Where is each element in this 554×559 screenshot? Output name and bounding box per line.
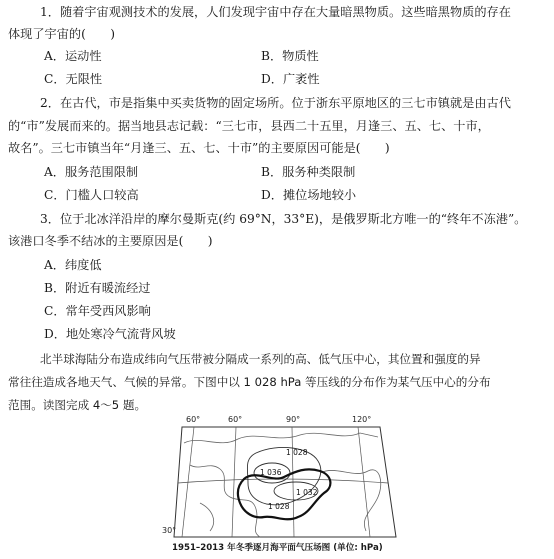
intro-line2: 常往往造成各地天气、气候的异常。下图中以 1 028 hPa 等压线的分布作为某气压中心的分布 (8, 375, 491, 389)
q3-stem-line2: 该港口冬季不结冰的主要原因是( ) (8, 234, 213, 248)
figure-caption: 1951–2013 年冬季逐月海平面气压场图 (单位: hPa) (172, 543, 383, 553)
coastline (184, 433, 381, 537)
lon-label-1: 60° (186, 415, 201, 424)
q2-option-c: C．门槛人口较高 (44, 188, 139, 202)
lat-label: 30° (162, 526, 177, 535)
q1-option-a: A．运动性 (44, 49, 102, 63)
isobar-label-1028-north: 1 028 (286, 448, 308, 457)
lon-label-2: 60° (228, 415, 243, 424)
q3-stem-line1: 3．位于北冰洋沿岸的摩尔曼斯克(约 69°N，33°E)，是俄罗斯北方唯一的“终年不冻港”。 (40, 212, 527, 226)
map-frame (174, 427, 396, 537)
q2-stem-line3: 故名”。三七市镇当年“月逢三、五、七、十市”的主要原因可能是( ) (8, 141, 390, 155)
q1-stem-line2: 体现了宇宙的( ) (8, 27, 116, 41)
isobar-label-1032: 1 032 (296, 488, 318, 497)
isobar-label-1036: 1 036 (260, 468, 282, 477)
q3-option-a: A．纬度低 (44, 258, 102, 272)
q3-option-d: D．地处寒冷气流背风坡 (44, 327, 176, 341)
lon-label-4: 120° (352, 415, 372, 424)
q1-stem-line1: 1．随着宇宙观测技术的发展，人们发现宇宙中存在大量暗黑物质。这些暗黑物质的存在 (40, 5, 511, 19)
graticule (178, 427, 388, 537)
q2-stem-line1: 2．在古代，市是指集中买卖货物的固定场所。位于浙东平原地区的三七市镇就是由古代 (40, 96, 511, 110)
q1-option-b: B．物质性 (261, 49, 319, 63)
q1-option-d: D．广袤性 (261, 72, 320, 86)
intro-line3: 范围。读图完成 4～5 题。 (8, 398, 147, 412)
q2-option-a: A．服务范围限制 (44, 165, 139, 179)
q2-option-d: D．摊位场地较小 (261, 188, 357, 202)
q2-stem-line2: 的“市”发展而来的。据当地县志记载：“三七市，县西二十五里，月逢三、五、七、十市， (8, 119, 490, 133)
q3-option-b: B．附近有暖流经过 (44, 281, 151, 295)
intro-line1: 北半球海陆分布造成纬向气压带被分隔成一系列的高、低气压中心，其位置和强度的异 (40, 352, 481, 366)
lon-label-3: 90° (286, 415, 301, 424)
q1-option-c: C．无限性 (44, 72, 103, 86)
isobar-label-1028-south: 1 028 (268, 502, 290, 511)
pressure-map-figure (160, 413, 400, 559)
q2-option-b: B．服务种类限制 (261, 165, 356, 179)
q3-option-c: C．常年受西风影响 (44, 304, 151, 318)
